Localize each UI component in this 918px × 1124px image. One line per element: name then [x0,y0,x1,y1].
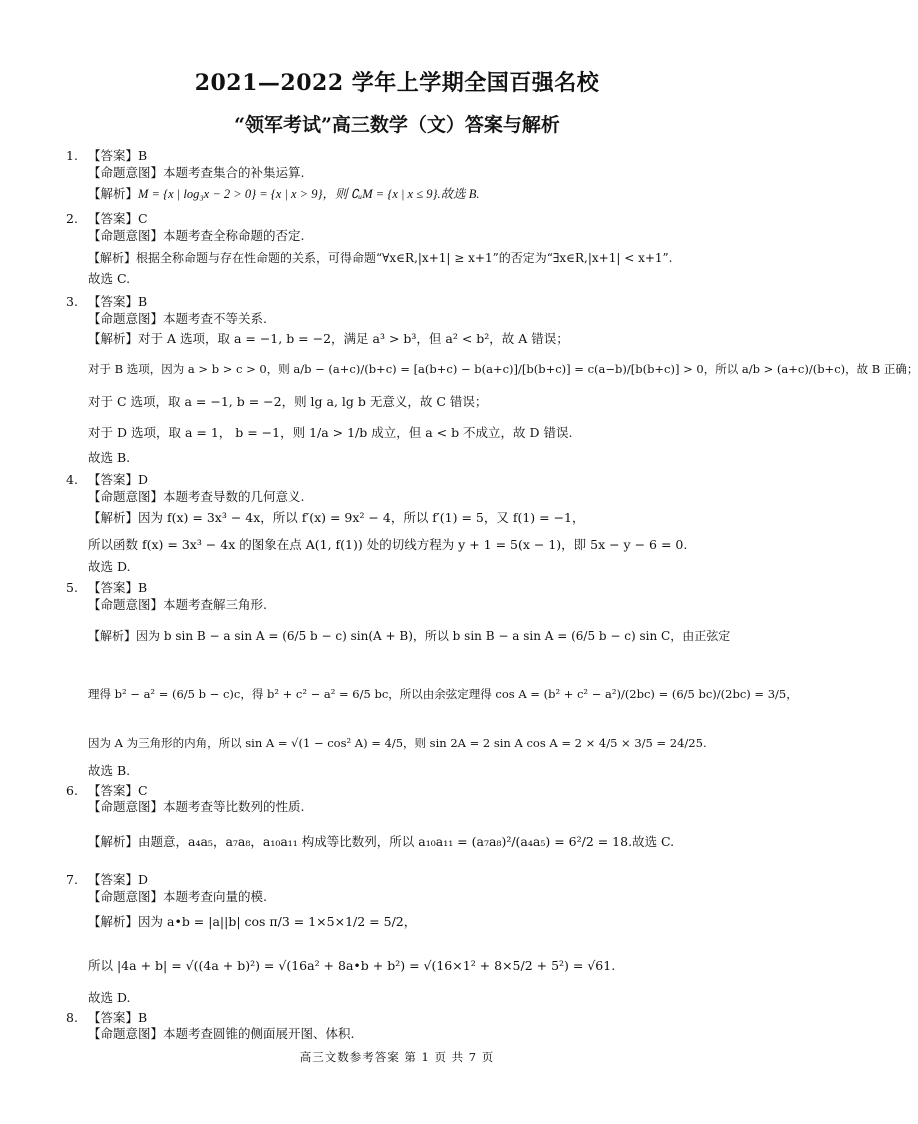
question-1-answer: 1. 【答案】B [66,148,148,163]
question-5-analysis-c: 因为 A 为三角形的内角，所以 sin A = √(1 − cos² A) = 4/5，则 sin 2A = 2 sin A cos A = 2 × 4/5 × 3/5 = 24/25. [88,736,707,750]
page-footer: 高三文数参考答案 第 1 页 共 7 页 [299,1050,495,1064]
question-3-intent: 【命题意图】本题考查不等关系. [88,311,267,326]
question-7-analysis-a: 【解析】因为 a•b = |a||b| cos π/3 = 1×5×1/2 = 5/2， [88,914,417,929]
page-title: 2021—2022 学年上学期全国百强名校 [194,70,600,96]
question-3-answer: 3. 【答案】B [66,294,148,309]
question-7-conclusion: 故选 D. [88,990,131,1005]
question-6-answer: 6. 【答案】C [66,783,148,798]
page-subtitle: “领军考试”高三数学（文）答案与解析 [234,114,560,136]
question-4-intent: 【命题意图】本题考查导数的几何意义. [88,489,305,504]
question-3-analysis-a: 【解析】对于 A 选项，取 a = −1, b = −2，满足 a³ > b³，但 a² < b²，故 A 错误； [88,331,569,346]
question-3-analysis-d: 对于 D 选项，取 a = 1， b = −1，则 1/a > 1/b 成立，但 a < b 不成立，故 D 错误. [88,425,573,440]
question-3-analysis-c: 对于 C 选项，取 a = −1, b = −2，则 lg a, lg b 无意义，故 C 错误； [88,394,488,409]
question-7-analysis-b: 所以 |4a + b| = √((4a + b)²) = √(16a² + 8a•b + b²) = √(16×1² + 8×5/2 + 5²) = √61. [88,958,616,973]
question-5-answer: 5. 【答案】B [66,580,148,595]
question-6-intent: 【命题意图】本题考查等比数列的性质. [88,799,305,814]
question-5-conclusion: 故选 B. [88,763,131,778]
question-3-analysis-b: 对于 B 选项，因为 a > b > c > 0，则 a/b − (a+c)/(b+c) = [a(b+c) − b(a+c)]/[b(b+c)] = c(a−b)/[b(b+c)] > 0，所以 a/b > (a+c)/(b+c)，故 B 正确； [88,362,918,376]
question-1-analysis: 【解析】M = {x | log₃x − 2 > 0} = {x | x > 9}，则 ∁ᵤM = {x | x ≤ 9}.故选 B. [88,186,480,201]
question-7-intent: 【命题意图】本题考查向量的模. [88,889,267,904]
question-1-intent: 【命题意图】本题考查集合的补集运算. [88,165,305,180]
question-5-analysis-b: 理得 b² − a² = (6/5 b − c)c，得 b² + c² − a² = 6/5 bc，所以由余弦定理得 cos A = (b² + c² − a²)/(2bc) = (6/5 bc)/(2bc) = 3/5， [88,687,798,701]
question-4-analysis-b: 所以函数 f(x) = 3x³ − 4x 的图象在点 A(1, f(1)) 处的切线方程为 y + 1 = 5(x − 1)，即 5x − y − 6 = 0. [88,537,688,552]
question-8-answer: 8. 【答案】B [66,1010,148,1025]
question-8-intent: 【命题意图】本题考查圆锥的侧面展开图、体积. [88,1026,355,1041]
question-2-conclusion: 故选 C. [88,271,131,286]
question-2-intent: 【命题意图】本题考查全称命题的否定. [88,228,305,243]
question-3-conclusion: 故选 B. [88,450,131,465]
question-2-answer: 2. 【答案】C [66,211,148,226]
question-6-analysis: 【解析】由题意，a₄a₅，a₇a₈，a₁₀a₁₁ 构成等比数列，所以 a₁₀a₁₁ = (a₇a₈)²/(a₄a₅) = 6²/2 = 18.故选 C. [88,834,675,849]
question-5-analysis-a: 【解析】因为 b sin B − a sin A = (6/5 b − c) sin(A + B)，所以 b sin B − a sin A = (6/5 b − c) sin C，由正弦定 [88,629,731,643]
question-4-answer: 4. 【答案】D [66,472,149,487]
question-7-answer: 7. 【答案】D [66,872,149,887]
question-5-intent: 【命题意图】本题考查解三角形. [88,597,267,612]
question-4-analysis-a: 【解析】因为 f(x) = 3x³ − 4x，所以 f′(x) = 9x² − 4，所以 f′(1) = 5，又 f(1) = −1， [88,510,585,525]
question-4-conclusion: 故选 D. [88,559,131,574]
question-2-analysis: 【解析】根据全称命题与存在性命题的关系，可得命题“∀x∈R,|x+1| ≥ x+1”的否定为“∃x∈R,|x+1| < x+1”. [88,251,673,265]
